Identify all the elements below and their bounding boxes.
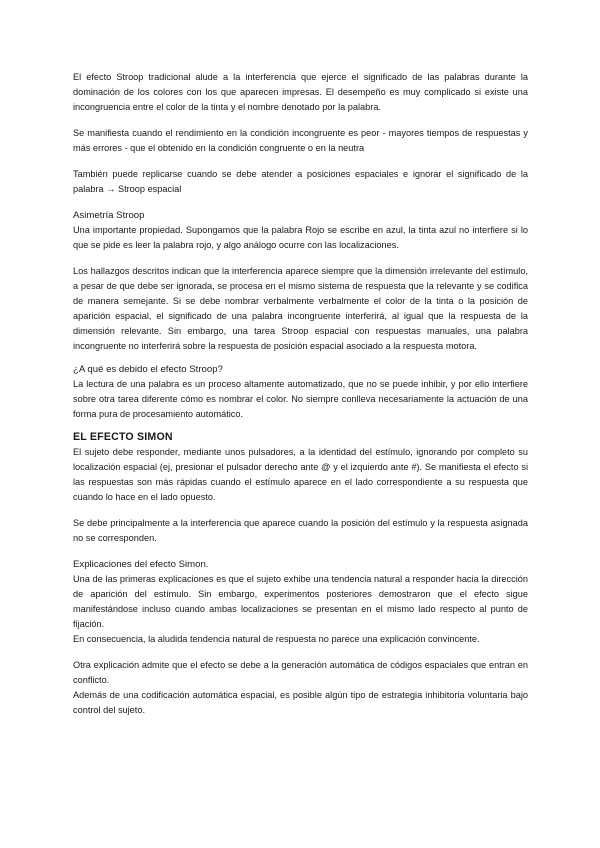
stroop-paragraph-1: El efecto Stroop tradicional alude a la interferencia que ejerce el significado de las palabras durante la dominación de los colores con los que aparecen impresas. El desempeño es muy complicado si existe una incongruencia entre el color de la tinta y el nombre denotado por la palabra. bbox=[73, 72, 528, 112]
causa-heading: ¿A qué es debido el efecto Stroop? bbox=[73, 364, 223, 375]
explicaciones-paragraph: Una de las primeras explicaciones es que el sujeto exhibe una tendencia natural a responder hacia la dirección de aparición del estímulo. Sin embargo, experimentos posteriores demostraron que el efecto sigue manifestándose incluso cuando ambas localizaciones se presentan en el mismo lado respecto al punto de fijación. bbox=[73, 574, 528, 629]
consecuencia-paragraph: En consecuencia, la aludida tendencia natural de respuesta no parece una explicación convincente. bbox=[73, 634, 480, 644]
stroop-paragraph-2: Se manifiesta cuando el rendimiento en la condición incongruente es peor - mayores tiempos de respuestas y más errores - que el obtenido en la condición congruente o en la neutra bbox=[73, 128, 528, 153]
stroop-paragraph-3: También puede replicarse cuando se debe atender a posiciones espaciales e ignorar el significado de la palabra → Stroop espacial bbox=[73, 169, 528, 194]
asimetria-heading: Asimetría Stroop bbox=[73, 210, 145, 221]
simon-paragraph-1: El sujeto debe responder, mediante unos pulsadores, a la identidad del estímulo, ignorando por completo su localización espacial (ej, presionar el pulsador derecho ante @ y el izquierdo ante #). Se manifiesta el efecto si las respuestas son más rápidas cuando el estímulo aparece en el lado correspondiente a su respuesta que cuando lo hace en el lado opuesto. bbox=[73, 447, 528, 502]
document-body bbox=[73, 70, 528, 718]
simon-paragraph-2: Se debe principalmente a la interferencia que aparece cuando la posición del estímulo y la respuesta asignada no se corresponden. bbox=[73, 518, 528, 543]
explicaciones-heading: Explicaciones del efecto Simon. bbox=[73, 559, 209, 570]
simon-heading: EL EFECTO SIMON bbox=[73, 431, 173, 443]
ademas-paragraph: Además de una codificación automática espacial, es posible algún tipo de estrategia inhibitoria voluntaria bajo control del sujeto. bbox=[73, 690, 528, 715]
otra-explicacion-paragraph: Otra explicación admite que el efecto se debe a la generación automática de códigos espaciales que entran en conflicto. bbox=[73, 660, 528, 685]
hallazgos-paragraph: Los hallazgos descritos indican que la interferencia aparece siempre que la dimensión irrelevante del estímulo, a pesar de que debe ser ignorada, se procesa en el mismo sistema de respuesta que la relevante y se codifica de manera semejante. Si se debe nombrar verbalmente verbalmente el color de la tinta o la posición de aparición espacial, el significado de una palabra incongruente interferirá, al igual que la respuesta de la dimensión relevante. Sin embargo, una tarea Stroop espacial con respuestas manuales, una palabra incongruente no interferirá sobre la respuesta de posición espacial asociado a la respuesta motora. bbox=[73, 266, 528, 351]
causa-paragraph: La lectura de una palabra es un proceso altamente automatizado, que no se puede inhibir, y por ello interfiere sobre otra tarea diferente cómo es nombrar el color. No siempre conlleva necesariamente la actuación de una forma pura de procesamiento automático. bbox=[73, 379, 528, 419]
asimetria-paragraph: Una importante propiedad. Supongamos que la palabra Rojo se escribe en azul, la tinta azul no interfiere si lo que se pide es leer la palabra rojo, y algo análogo ocurre con las localizaciones. bbox=[73, 225, 528, 250]
